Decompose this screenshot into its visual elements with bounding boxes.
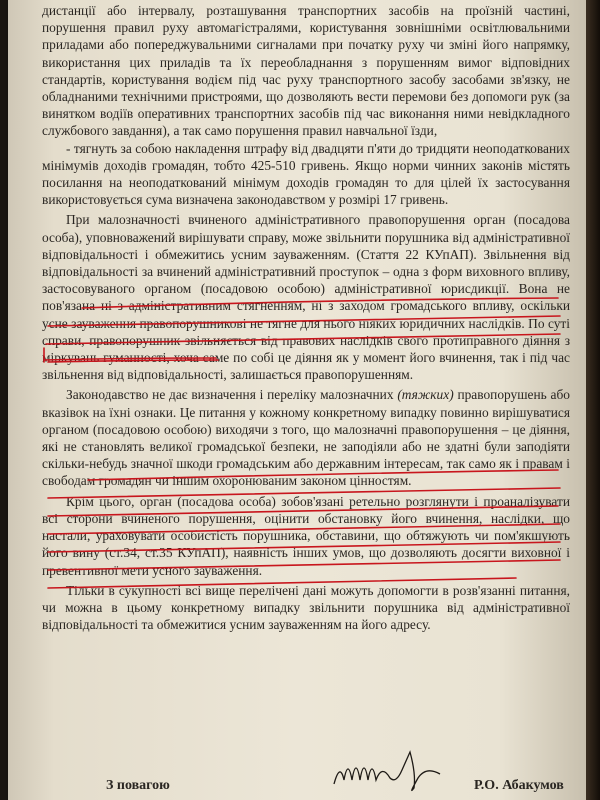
paragraph-4-part-a: Законодавство не дає визначення і переліку малозначних: [66, 387, 398, 403]
paragraph-5: Крім цього, орган (посадова особа) зобов'язані ретельно розглянути і проаналізувати всі сторони вчиненого порушення, оцінити обстановку його вчинення, наслідки, що настали, ураховувати особистість порушника, обставини, що обтяжують чи пом'якшують його вину (ст.34, ст.35 КУпАП), наявність інших умов, що дозволяють досягти виховної і превентивної мети усного зауваження.: [42, 493, 570, 578]
paragraph-6: Тільки в сукупності всі вище перелічені дані можуть допомогти в розв'язанні питання, чи можна в цьому конкретному випадку звільнити порушника від адміністративної відповідальності та обмежитися усним зауваженням на його адресу.: [42, 582, 570, 633]
signature-block: [8, 770, 586, 800]
paragraph-3: При малозначності вчиненого адміністративного правопорушення орган (посадова особа), уповноважений вирішувати справу, може звільнити порушника від адміністративної відповідальності і обмежитись усним зауваженням. (Стаття 22 КУпАП). Звільнення від відповідальності за вчинений адміністративний проступок – одна з форм виховного впливу, застосовуваного органом (посадовою особою) адміністративної юрисдикції. Вона не пов'язана ні з адміністративним стягненням, ні з заходом громадського впливу, оскільки усне зауваження правопорушникові не тягне для нього ніяких юридичних наслідків. По суті справи, правопорушник звільняється від правових наслідків свого протиправного діяння з міркувань гуманності, хоча саме по собі це діяння як у момент його вчинення, так і під час звільнення від відповідальності, залишається правопорушенням.: [42, 212, 570, 383]
paragraph-4: [42, 386, 570, 489]
paragraph-4-italic: (тяжких): [397, 387, 454, 403]
closing-text: З повагою: [106, 778, 170, 793]
page-edge-shadow: [586, 0, 600, 800]
handwritten-signature: [330, 744, 450, 794]
signer-name: Р.О. Абакумов: [474, 778, 564, 793]
document-page: [8, 0, 586, 800]
document-body: [42, 2, 570, 633]
paragraph-2: - тягнуть за собою накладення штрафу від двадцяти п'яти до тридцяти неоподаткованих мінімумів доходів громадян, тобто 425-510 гривень. Якщо норми чинних законів містять посилання на неоподаткований мінімум доходів громадян то для цілей їх застосування використовується сума визначена законодавством у розмірі 17 гривень.: [42, 140, 570, 208]
paragraph-4-part-b: правопорушень або вказівок на їхні ознаки. Це питання у кожному конкретному випадку повинно вирішуватися органом (посадовою особою) виходячи з того, що малозначні правопорушення – це діяння, які не становлять великої громадської безпеки, не заподіяли або не здатні були заподіяти скільки-небудь значної шкоди громадським або державним інтересам, так само як і правам і свободам громадян чи іншим охоронюваним законом цінностям.: [42, 387, 571, 489]
paragraph-1: дистанції або інтервалу, розташування транспортних засобів на проїзній частині, порушення правил руху автомагістралями, користування зовнішніми освітлювальними приладами або попереджувальними сигналами при початку руху чи зміні його напрямку, використання цих приладів та їх переобладнання з порушенням вимог відповідних стандартів, користування водієм під час руху транспортного засобу засобами зв'язку, не обладнаними технічними пристроями, що дозволяють вести перемови без допомоги рук (за винятком водіїв оперативних транспортних засобів під час виконання ними невідкладного службового завдання), а так само порушення правил навчальної їзди,: [42, 3, 570, 139]
